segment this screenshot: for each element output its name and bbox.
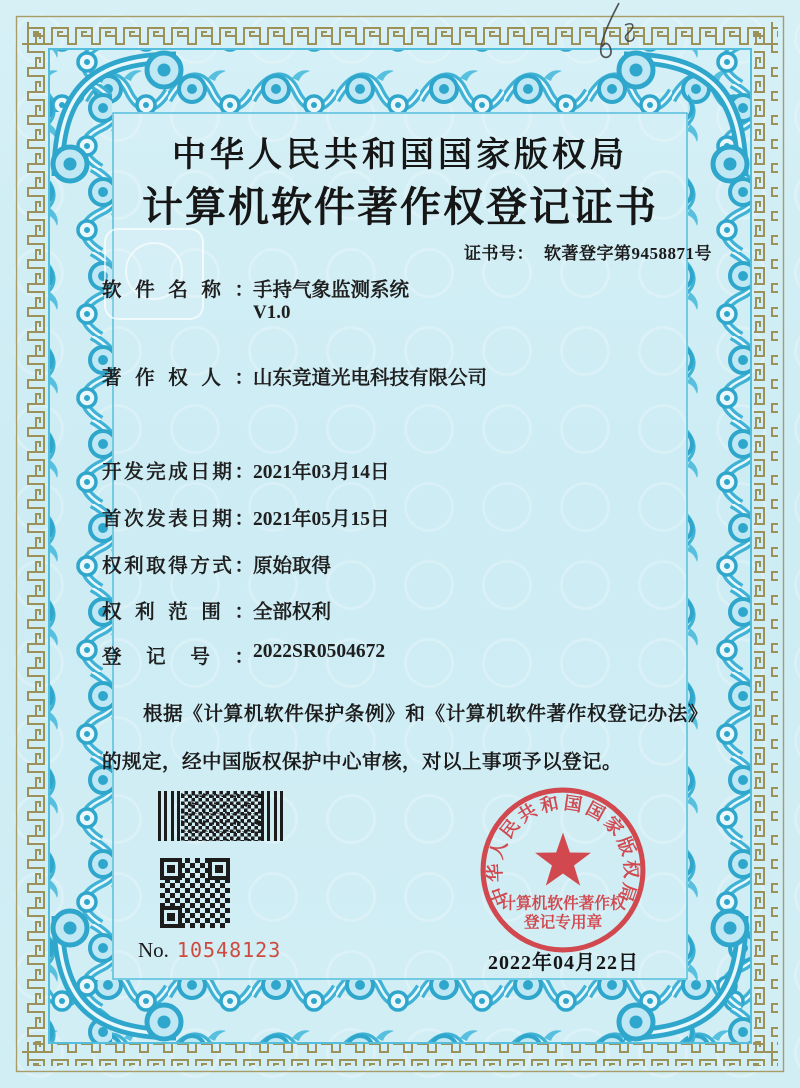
field-label: 软件名称：: [102, 280, 254, 301]
field-label: 登记号：: [102, 647, 254, 668]
field-first-publish-date: [102, 503, 390, 531]
barcode-data-region: [181, 791, 261, 841]
field-value: 2021年03月14日: [253, 462, 390, 483]
qr-finder-icon: [160, 906, 182, 928]
official-seal: [477, 784, 649, 956]
barcode-right-bars: [261, 791, 284, 841]
field-copyright-owner: [102, 362, 488, 390]
field-value: 2021年05月15日: [253, 509, 390, 530]
serial-number-line: [138, 938, 281, 963]
field-value: 山东竞道光电科技有限公司: [253, 368, 488, 389]
field-label: 首次发表日期：: [102, 509, 254, 530]
serial-number-value: 10548123: [176, 938, 282, 962]
qr-finder-icon: [160, 858, 182, 880]
field-rights-acquisition: [102, 550, 332, 578]
qr-finder-icon: [208, 858, 230, 880]
field-value: 全部权利: [253, 602, 332, 623]
certificate-number-label: 证书号：: [464, 244, 534, 263]
pen-scribble-mark: [586, 0, 648, 64]
seal-star-icon: [535, 833, 591, 886]
field-value: 原始取得: [253, 556, 332, 577]
field-dev-complete-date: [102, 456, 390, 484]
field-rights-scope: [102, 596, 332, 624]
serial-number-label: No.: [138, 938, 169, 962]
field-value: 手持气象监测系统: [253, 280, 410, 301]
issue-date: 2022年04月22日: [488, 952, 639, 974]
seal-text-line2: 登记专用章: [523, 914, 603, 932]
field-label: 开发完成日期：: [102, 462, 254, 483]
field-registration-number: [102, 641, 386, 669]
field-label: 权利范围：: [102, 602, 254, 623]
qr-code: [160, 858, 230, 928]
field-software-version: V1.0: [253, 302, 291, 323]
certificate-title: 计算机软件著作权登记证书: [142, 184, 658, 230]
certificate-number-value: 软著登字第9458871号: [544, 244, 712, 263]
barcode-left-bars: [158, 791, 181, 841]
field-label: 权利取得方式：: [102, 556, 254, 577]
barcode: [158, 791, 284, 841]
field-software-name: [102, 274, 410, 302]
field-value: 2022SR0504672: [253, 641, 386, 662]
certificate-number-line: [464, 239, 712, 264]
field-label: 著作权人：: [102, 368, 254, 389]
authority-title: 中华人民共和国国家版权局: [172, 137, 628, 174]
seal-text-line1: 计算机软件著作权: [500, 895, 626, 913]
registration-statement: 根据《计算机软件保护条例》和《计算机软件著作权登记办法》的规定，经中国版权保护中心审核，对以上事项予以登记。: [102, 704, 708, 773]
seal-arc-text: 中华人民共和国国家版权局: [485, 792, 641, 909]
